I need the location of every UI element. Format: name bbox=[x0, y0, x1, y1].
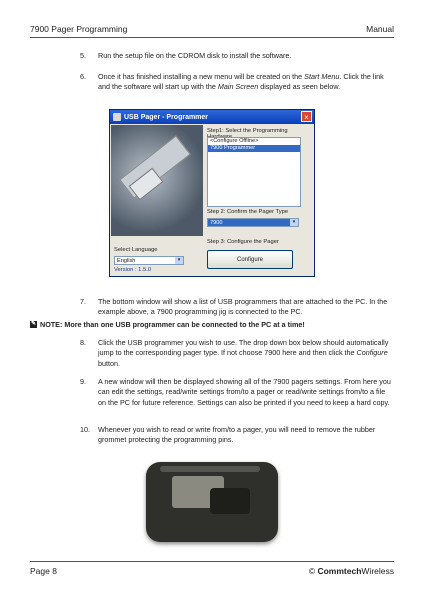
item-number: 5. bbox=[80, 51, 86, 60]
page-footer bbox=[30, 566, 394, 576]
usb-plug-image bbox=[111, 125, 203, 236]
brand-logo bbox=[309, 566, 394, 576]
item-number: 8. bbox=[80, 338, 86, 347]
usb-cable bbox=[119, 135, 191, 198]
list-item bbox=[80, 51, 394, 61]
list-option-programmer[interactable]: 7900 Programmer bbox=[208, 145, 300, 152]
header-title: 7900 Pager Programming bbox=[30, 24, 128, 34]
language-select[interactable] bbox=[114, 256, 184, 265]
item-text: Click the USB programmer you wish to use. The drop down box below should automatically jump to the corresponding pager type. If not choose 7900 here and then click the bbox=[98, 338, 389, 358]
pager-photo bbox=[146, 462, 278, 542]
item-text: A new window will then be displayed showing all of the 7900 pagers settings. From here you can edit the settings, read/write settings from/to a pager or read/write settings from/to a file on the PC for future reference. Settings can also be printed if you need to keep a hard copy. bbox=[98, 377, 391, 407]
chevron-down-icon[interactable]: ▾ bbox=[290, 219, 298, 226]
configure-button[interactable]: Configure bbox=[207, 250, 293, 269]
footer-divider bbox=[30, 561, 394, 562]
step3-label: Step 3: Configure the Pager bbox=[207, 239, 279, 245]
item-text: displayed as seen below. bbox=[258, 82, 341, 92]
version-label: Version : 1.5.0 bbox=[114, 267, 152, 273]
step1-label: Step1: Select the Programming bbox=[207, 128, 288, 134]
chevron-down-icon[interactable]: ▾ bbox=[175, 257, 183, 264]
note-icon: ✎ bbox=[30, 321, 37, 327]
item-text: . Click the link and the software will start up with the bbox=[98, 72, 384, 92]
list-item bbox=[80, 297, 394, 318]
item-number: 7. bbox=[80, 297, 86, 306]
item-text: Once it has finished installing a new menu will be created on the bbox=[98, 72, 305, 81]
list-item bbox=[80, 377, 394, 408]
page-number: Page 8 bbox=[30, 566, 57, 576]
programmer-dialog bbox=[109, 109, 315, 277]
header-divider bbox=[30, 37, 394, 38]
note-text: NOTE: More than one USB programmer can be connected to the PC at a time! bbox=[40, 320, 305, 329]
brand-name-bold: Commtech bbox=[317, 566, 362, 576]
item-text: button. bbox=[98, 358, 120, 368]
close-button[interactable]: × bbox=[301, 111, 312, 122]
item-number: 6. bbox=[80, 72, 86, 81]
list-item bbox=[80, 425, 394, 446]
item-text: Whenever you wish to read or write from/to a pager, you will need to remove the rubber grommet protecting the programming pins. bbox=[98, 425, 376, 445]
pager-edge bbox=[160, 466, 260, 472]
list-item bbox=[80, 338, 394, 369]
note bbox=[30, 320, 305, 329]
item-text: The bottom window will show a list of USB programmers that are attached to the PC. In the example above, a 7900 programming jig is connected to the PC. bbox=[98, 297, 388, 317]
app-icon bbox=[113, 113, 121, 121]
item-emphasis: Configure bbox=[356, 348, 388, 358]
brand-copyright: © bbox=[308, 566, 318, 576]
pager-type-value: 7900 bbox=[210, 220, 223, 226]
item-emphasis: Start Menu bbox=[304, 72, 340, 81]
brand-name-rest: Wireless bbox=[361, 566, 394, 576]
pager-type-select[interactable] bbox=[207, 218, 299, 227]
item-number: 9. bbox=[80, 377, 86, 386]
page-header bbox=[30, 24, 394, 34]
dialog-title: USB Pager - Programmer bbox=[124, 113, 209, 121]
dialog-titlebar bbox=[110, 110, 314, 124]
step2-label: Step 2: Confirm the Pager Type bbox=[207, 209, 289, 215]
item-text: Run the setup file on the CDROM disk to install the software. bbox=[98, 51, 292, 60]
item-number: 10. bbox=[80, 425, 90, 434]
list-option-offline[interactable]: <Configure Offline> bbox=[210, 138, 259, 144]
item-emphasis: Main Screen bbox=[217, 82, 259, 92]
header-doc-type: Manual bbox=[366, 24, 394, 34]
programmer-list[interactable] bbox=[207, 137, 301, 207]
language-label: Select Language bbox=[114, 247, 158, 253]
language-value: English bbox=[117, 258, 136, 264]
rubber-grommet bbox=[210, 488, 250, 514]
list-item bbox=[80, 72, 394, 93]
